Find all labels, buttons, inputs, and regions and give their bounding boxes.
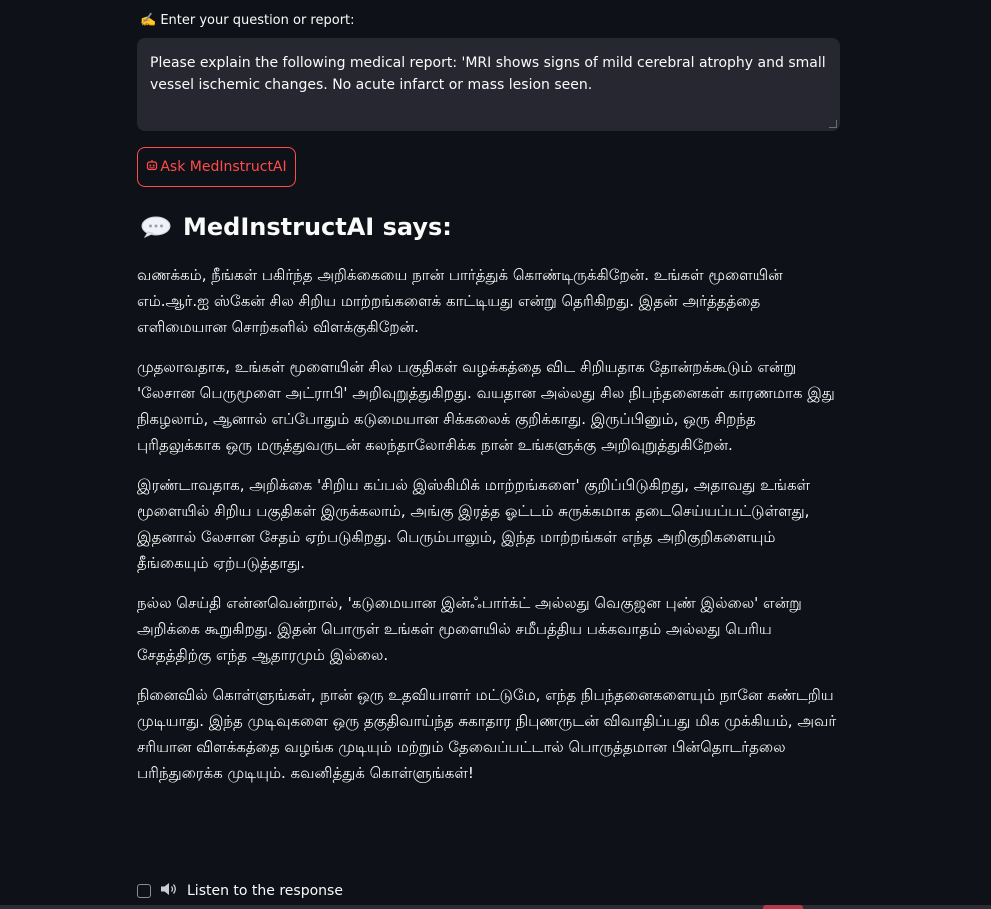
speech-balloon-icon: [141, 216, 171, 238]
listen-label: Listen to the response: [187, 883, 343, 899]
robot-icon: [146, 159, 158, 175]
response-heading-text: MedInstructAI says:: [183, 213, 452, 241]
response-heading: [141, 213, 452, 241]
response-paragraph: நினைவில் கொள்ளுங்கள், நான் ஒரு உதவியாளர் மட்டுமே, எந்த நிபந்தனைகளையும் நானே கண்டறிய முடியாது. இந்த முடிவுகளை ஒரு தகுதிவாய்ந்த சுகாதார நிபுணருடன் விவாதிப்பது மிக முக்கியம், அவர் சரியான விளக்கத்தை வழங்க முடியும் மற்றும் தேவைப்பட்டால் பொருத்தமான பின்தொடர்தலை பரிந்துரைக்க முடியும். கவனித்துக் கொள்ளுங்கள்!: [137, 686, 837, 782]
question-textarea-value[interactable]: Please explain the following medical report: 'MRI shows signs of mild cerebral atrophy and small vessel ischemic changes. No acute infarct or mass lesion seen.: [150, 55, 826, 93]
resize-handle[interactable]: [829, 120, 837, 128]
listen-toggle[interactable]: [137, 882, 343, 900]
ask-medinstructai-button[interactable]: [137, 147, 296, 187]
response-body: [137, 262, 841, 800]
ask-button-label: Ask MedInstructAI: [160, 159, 287, 175]
listen-checkbox[interactable]: [137, 884, 151, 898]
response-paragraph: வணக்கம், நீங்கள் பகிர்ந்த அறிக்கையை நான் பார்த்துக் கொண்டிருக்கிறேன். உங்கள் மூளையின் எம்.ஆர்.ஐ ஸ்கேன் சில சிறிய மாற்றங்களைக் காட்டியது என்று தெரிகிறது. இதன் அர்த்தத்தை எளிமையான சொற்களில் விளக்குகிறேன்.: [137, 266, 783, 336]
response-paragraph: நல்ல செய்தி என்னவென்றால், 'கடுமையான இன்ஃபார்க்ட் அல்லது வெகுஜன புண் இல்லை' என்று அறிக்கை கூறுகிறது. இதன் பொருள் உங்கள் மூளையில் சமீபத்திய பக்கவாதம் அல்லது பெரிய சேதத்திற்கு எந்த ஆதாரமும் இல்லை.: [137, 594, 802, 664]
speaker-icon: [160, 882, 178, 900]
response-paragraph: முதலாவதாக, உங்கள் மூளையின் சில பகுதிகள் வழக்கத்தை விட சிறியதாக தோன்றக்கூடும் என்று 'லேசான பெருமூளை அட்ராபி' அறிவுறுத்துகிறது. வயதான அல்லது சில நிபந்தனைகள் காரணமாக இது நிகழலாம், ஆனால் எப்போதும் கடுமையான சிக்கலைக் குறிக்காது. இருப்பினும், ஒரு சிறந்த புரிதலுக்காக ஒரு மருத்துவருடன் கலந்தாலோசிக்க நான் உங்களுக்கு அறிவுறுத்துகிறேன்.: [137, 358, 835, 454]
question-textarea[interactable]: [137, 38, 840, 131]
bottom-scroll-strip: [0, 905, 991, 909]
question-label: ✍️ Enter your question or report:: [140, 13, 355, 28]
response-paragraph: இரண்டாவதாக, அறிக்கை 'சிறிய கப்பல் இஸ்கிமிக் மாற்றங்களை' குறிப்பிடுகிறது, அதாவது உங்கள் மூளையில் சிறிய பகுதிகள் இருக்கலாம், அங்கு இரத்த ஓட்டம் சுருக்கமாக தடைசெய்யப்பட்டுள்ளது, இதனால் லேசான சேதம் ஏற்படுகிறது. பெரும்பாலும், இந்த மாற்றங்கள் எந்த அறிகுறிகளையும் தீங்கையும் ஏற்படுத்தாது.: [137, 476, 811, 572]
bottom-indicator[interactable]: [763, 905, 803, 909]
